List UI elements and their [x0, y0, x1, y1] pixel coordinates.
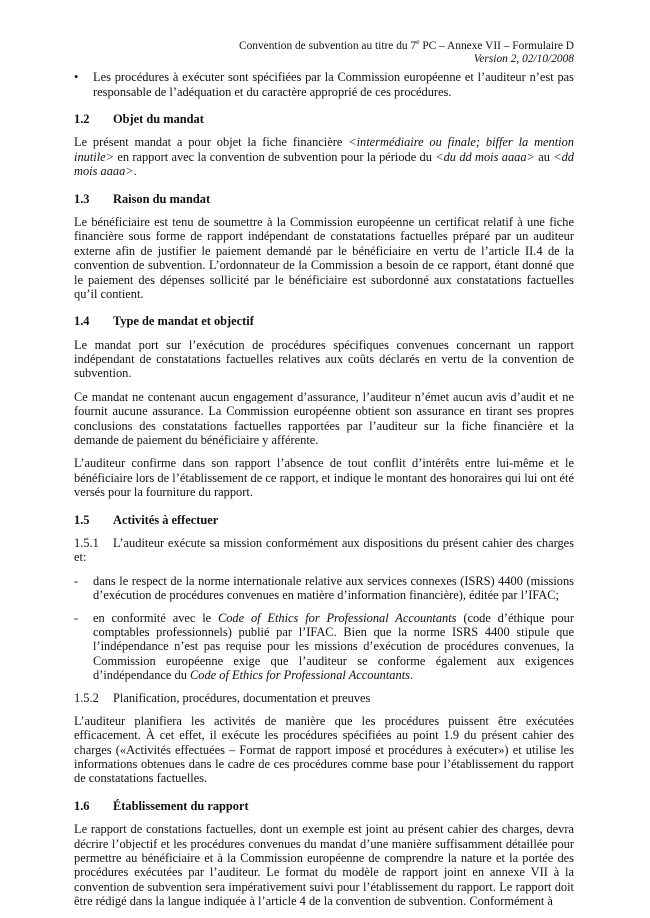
section-1-4-paragraph-2: Ce mandat ne contenant aucun engagement d’assurance, l’auditeur n’émet aucun avis d’audit et ne fournit aucune assurance. La Commission européenne obtient son assurance en tirant ses propres conclusions des constatations factuelles rapportées par l’auditeur sur la fiche financière et la demande de paiement du bénéficiaire y afférente. — [74, 389, 574, 448]
header-version: Version 2, 02/10/2008 — [473, 53, 574, 66]
section-1-6-paragraph: Le rapport de constations factuelles, dont un exemple est joint au présent cahier des charges, devra décrire l’objectif et les procédures convenues du mandat d’une manière suffisamment détaillée pour permettre au bénéficiaire et à la Commission européenne de comprendre la nature et la portée des procédures exécutées par l’auditeur. Le format du modèle de rapport joint en annexe VII à la convention de subvention sera impérativement suivi pour l’établissement du rapport. Le rapport doit être rédigé dans la langue indiquée à l’article 4 de la convention de subvention. Conformément à — [74, 822, 574, 909]
section-1-4-paragraph-1: Le mandat port sur l’exécution de procédures spécifiques convenues concernant un rapport indépendant de constatations factuelles relatives aux coûts déclarés en vertu de la convention de subvention. — [74, 337, 574, 381]
section-1-3-heading: 1.3 Raison du mandat — [74, 191, 211, 206]
section-1-5-2-heading: 1.5.2 Planification, procédures, documentation et preuves — [74, 690, 371, 705]
bullet-text: Les procédures à exécuter sont spécifiées par la Commission européenne et l’auditeur n’est pas responsable de l’adéquation et du caractère approprié de ces procédures. — [93, 70, 574, 99]
document-page — [74, 37, 574, 918]
section-1-2-heading: 1.2 Objet du mandat — [74, 112, 204, 126]
bullet-mark: • — [74, 70, 79, 85]
section-1-3-paragraph: Le bénéficiaire est tenu de soumettre à la Commission européenne un certificat relatif à une fiche financière sous forme de rapport indépendant de constatations factuelles préparé par un auditeur externe afin de justifier le paiement demandé par le bénéficiaire en vertu de l’article II.4 de la convention de subvention. L’ordonnateur de la Commission a besoin de ce rapport, étant donné que le paiement des dépenses sollicité par le bénéficiaire est subordonné aux constatations factuelles qu’il contient. — [74, 214, 574, 301]
intro-bullet — [74, 70, 574, 99]
section-1-6-heading: 1.6 Établissement du rapport — [74, 798, 249, 813]
dash-item-code-of-ethics: - en conformité avec le Code of Ethics for Professional Accountants (code d’éthique pour comptables professionnels) publié par l’IFAC. Bien que la norme ISRS 4400 stipule que l’indépendance n’est pas requise pour les missions d’exécution de procédures convenues, la Commission européenne exige que l’auditeur se conforme également aux exigences d’indépendance du Code of Ethics for Professional Accountants. — [74, 610, 574, 683]
page-header — [74, 37, 574, 66]
section-1-4-heading: 1.4 Type de mandat et objectif — [74, 314, 254, 329]
section-1-2-paragraph: Le présent mandat a pour objet la fiche financière <intermédiaire ou finale; biffer la mention inutile> en rapport avec la convention de subvention pour la période du <du dd mois aaaa> au <dd mois aaaa>. — [74, 135, 574, 179]
section-1-5-1-paragraph: 1.5.1 L’auditeur exécute sa mission conformément aux dispositions du présent cahier des charges et: — [74, 535, 574, 565]
dash-item-isrs: - dans le respect de la norme internationale relative aux services connexes (ISRS) 4400 (missions d’exécution de procédures convenues en matière d’information financière), éditée par l’IFAC; — [74, 573, 574, 603]
section-1-5-heading: 1.5 Activités à effectuer — [74, 512, 219, 527]
section-1-5-2-paragraph: L’auditeur planifiera les activités de manière que les procédures puissent être exécutées efficacement. À cet effet, il exécute les procédures spécifiées au point 1.9 du présent cahier des charges («Activités effectuées – Format de rapport imposé et procédures à exécuter») et utilise les informations obtenues dans le cadre de ces procédures comme base pour l’établissement du rapport de constatations factuelles. — [74, 713, 574, 786]
section-1-4-paragraph-3: L’auditeur confirme dans son rapport l’absence de tout conflit d’intérêts entre lui-même et le bénéficiaire lors de l’établissement de ce rapport, et indique le montant des honoraires qui lui ont été versés pour la fourniture du rapport. — [74, 456, 574, 500]
header-line-1: Convention de subvention au titre du 7e PC – Annexe VII – Formulaire D — [238, 37, 574, 52]
